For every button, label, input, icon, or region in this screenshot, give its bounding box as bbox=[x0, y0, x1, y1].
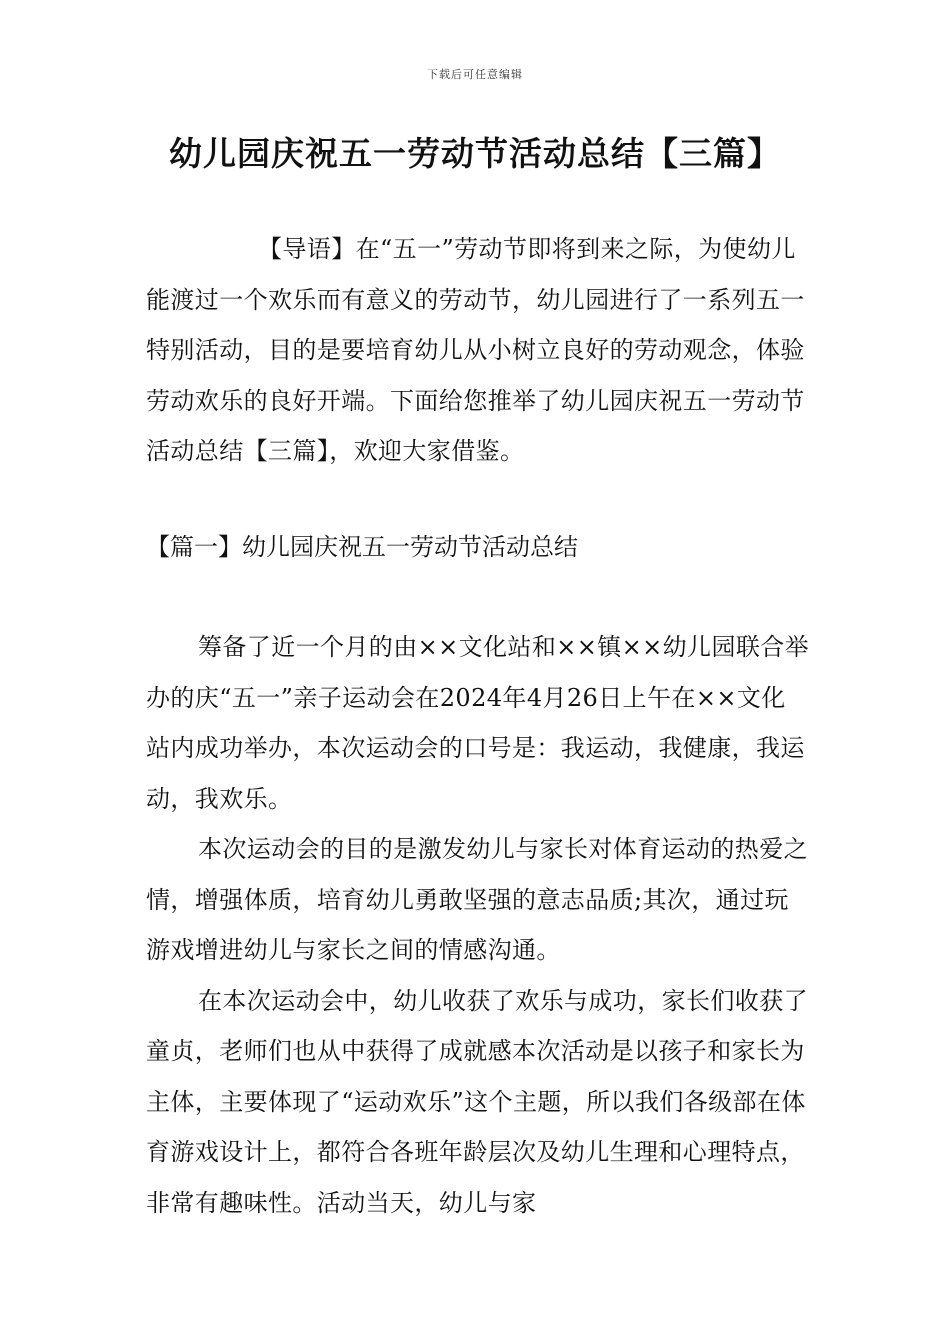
header-note: 下载后可任意编辑 bbox=[427, 68, 523, 81]
section-content bbox=[146, 622, 810, 1228]
document-title: 幼儿园庆祝五一劳动节活动总结【三篇】 bbox=[169, 134, 781, 173]
body-paragraph-1: 筹备了近一个月的由××文化站和××镇××幼儿园联合举办的庆“五一”亲子运动会在2024年4月26日上午在××文化站内成功举办，本次运动会的口号是：我运动，我健康，我运动，我欢乐。 bbox=[146, 633, 810, 813]
body-paragraph-3: 在本次运动会中，幼儿收获了欢乐与成功，家长们收获了童贞，老师们也从中获得了成就感本次活动是以孩子和家长为主体，主要体现了“运动欢乐”这个主题，所以我们各级部在体育游戏设计上，都符合各班年龄层次及幼儿生理和心理特点，非常有趣味性。活动当天，幼儿与家 bbox=[146, 986, 808, 1217]
section-heading: 【篇一】幼儿园庆祝五一劳动节活动总结 bbox=[146, 533, 578, 561]
intro-paragraph: 【导语】在“五一”劳动节即将到来之际，为使幼儿能渡过一个欢乐而有意义的劳动节，幼儿园进行了一系列五一特别活动，目的是要培育幼儿从小树立良好的劳动观念，体验劳动欢乐的良好开端。下面给您推举了幼儿园庆祝五一劳动节活动总结【三篇】，欢迎大家借鉴。 bbox=[146, 235, 805, 465]
body-paragraph-2: 本次运动会的目的是激发幼儿与家长对体育运动的热爱之情，增强体质，培育幼儿勇敢坚强的意志品质;其次，通过玩游戏增进幼儿与家长之间的情感沟通。 bbox=[146, 835, 808, 964]
